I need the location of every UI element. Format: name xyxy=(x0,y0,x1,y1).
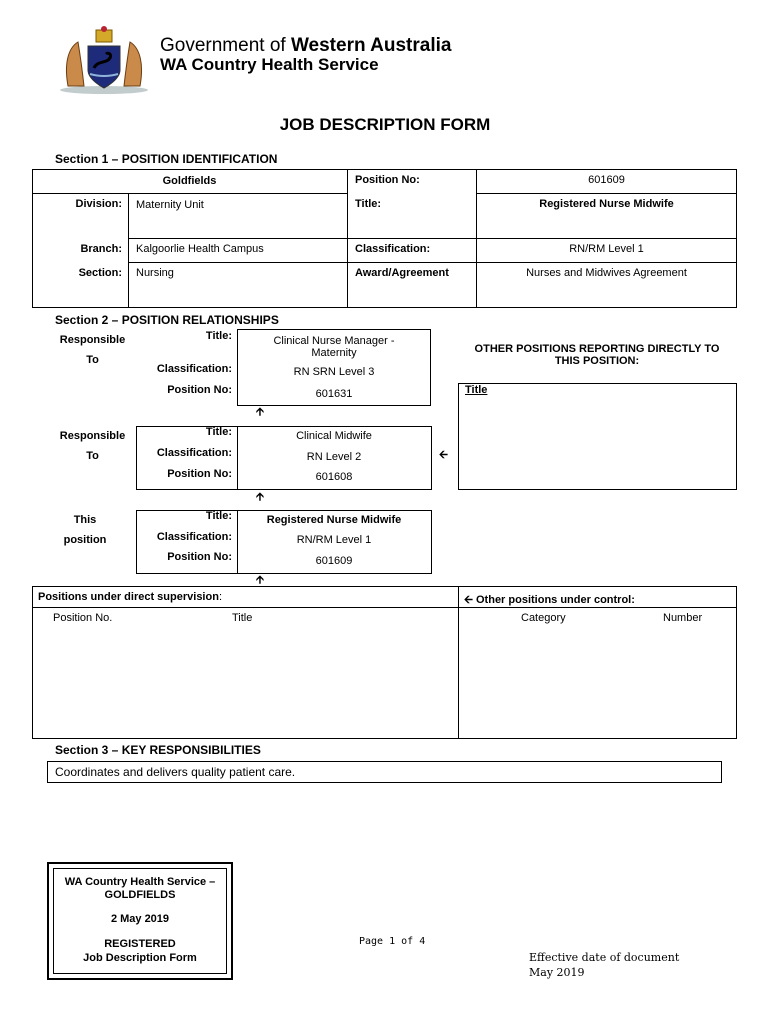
division-value: Maternity Unit xyxy=(136,199,204,211)
stamp-line3: REGISTERED xyxy=(104,938,176,950)
page-number: Page 1 of 4 xyxy=(359,936,426,947)
stamp-line4: Job Description Form xyxy=(83,952,197,964)
box2-side-line1: Responsible xyxy=(59,430,126,442)
award-label: Award/Agreement xyxy=(355,267,449,279)
box1-title-line1: Clinical Nurse Manager - xyxy=(273,335,395,347)
responsibilities-text: Coordinates and delivers quality patient care. xyxy=(55,765,296,779)
effective-date-label: Effective date of document xyxy=(529,951,680,964)
org-name-line1: Government of Western Australia xyxy=(160,35,452,56)
other-control-label: 🡨 Other positions under control: xyxy=(464,594,635,606)
box3-title-label: Title: xyxy=(205,510,232,522)
box3-title-value: Registered Nurse Midwife xyxy=(266,514,402,526)
col-number: Number xyxy=(663,612,703,624)
box1-pos-value: 601631 xyxy=(315,388,353,400)
other-positions-heading-line2: THIS POSITION: xyxy=(554,355,640,367)
box1-side-line1: Responsible xyxy=(59,334,126,346)
col-title: Title xyxy=(232,612,253,624)
arrow-left-icon: 🡨 xyxy=(464,594,473,606)
section3-heading: Section 3 – KEY RESPONSIBILITIES xyxy=(55,743,261,757)
section-label: Section: xyxy=(78,267,122,279)
box1-title-label: Title: xyxy=(205,330,232,342)
box3-pos-value: 601609 xyxy=(315,555,353,567)
box2-class-value: RN Level 2 xyxy=(306,451,362,463)
wa-crest-logo xyxy=(54,24,154,96)
classification-label: Classification: xyxy=(355,243,431,255)
arrow-up-icon: 🡩 xyxy=(256,406,264,418)
box1-title-line2: Maternity xyxy=(311,347,357,359)
box2-title-label: Title: xyxy=(205,426,232,438)
division-label: Division: xyxy=(75,198,122,210)
org-name-line2: WA Country Health Service xyxy=(160,55,379,74)
title-value: Registered Nurse Midwife xyxy=(539,198,674,210)
box1-pos-label: Position No: xyxy=(167,384,232,396)
stamp-date: 2 May 2019 xyxy=(110,913,170,925)
box3-class-value: RN/RM Level 1 xyxy=(296,534,372,546)
branch-value: Kalgoorlie Health Campus xyxy=(136,243,264,255)
other-positions-heading-line1: OTHER POSITIONS REPORTING DIRECTLY TO xyxy=(474,343,720,355)
box3-side-line1: This xyxy=(73,514,97,526)
arrow-up-icon: 🡩 xyxy=(256,491,264,503)
classification-value: RN/RM Level 1 xyxy=(569,243,644,255)
arrow-left-icon: 🡨 xyxy=(439,449,448,461)
box1-side-line2: To xyxy=(86,354,99,366)
supervision-label: Positions under direct supervision: xyxy=(38,591,222,603)
award-value: Nurses and Midwives Agreement xyxy=(526,267,687,279)
box2-pos-value: 601608 xyxy=(315,471,353,483)
page-title: JOB DESCRIPTION FORM xyxy=(279,115,491,134)
box2-title-value: Clinical Midwife xyxy=(296,430,372,442)
box3-class-label: Classification: xyxy=(156,531,232,543)
title-label: Title: xyxy=(355,198,382,210)
effective-date-value: May 2019 xyxy=(529,966,585,979)
position-no-label: Position No: xyxy=(355,174,420,186)
section1-heading: Section 1 – POSITION IDENTIFICATION xyxy=(55,152,278,166)
box2-pos-label: Position No: xyxy=(167,468,232,480)
box3-side-line2: position xyxy=(63,534,107,546)
section2-heading: Section 2 – POSITION RELATIONSHIPS xyxy=(55,313,279,327)
other-positions-title: Title xyxy=(465,384,488,396)
section-value: Nursing xyxy=(136,267,174,279)
other-positions-box xyxy=(458,383,737,490)
box1-class-value: RN SRN Level 3 xyxy=(293,366,375,378)
box2-class-label: Classification: xyxy=(156,447,232,459)
col-category: Category xyxy=(521,612,566,624)
stamp-line2: GOLDFIELDS xyxy=(104,889,176,901)
col-position-no: Position No. xyxy=(53,612,113,624)
box2-side-line2: To xyxy=(86,450,99,462)
position-no-value: 601609 xyxy=(588,174,625,186)
arrow-up-icon: 🡩 xyxy=(256,574,264,586)
box1-class-label: Classification: xyxy=(156,363,232,375)
box3-pos-label: Position No: xyxy=(167,551,232,563)
region-value: Goldfields xyxy=(162,175,217,187)
branch-label: Branch: xyxy=(80,243,122,255)
stamp-line1: WA Country Health Service – xyxy=(64,876,216,888)
